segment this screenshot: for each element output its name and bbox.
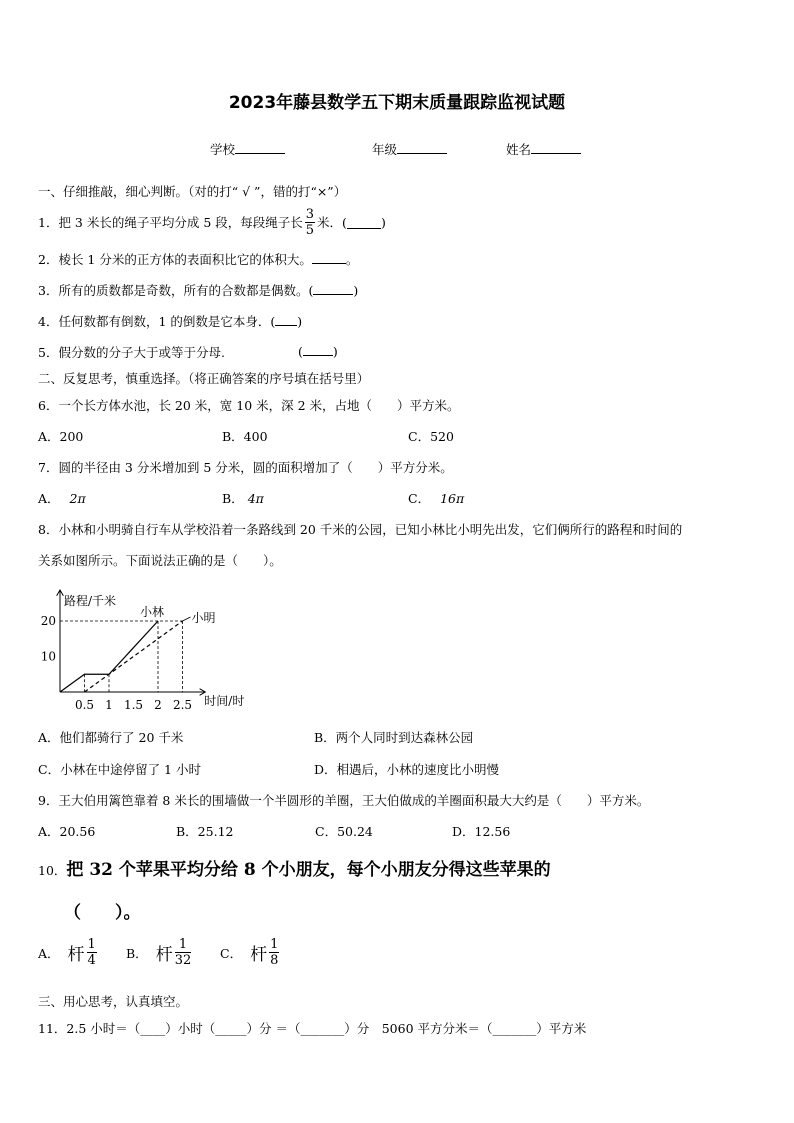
q7-a-label: A． <box>38 491 60 506</box>
question-8-line-2: 关系如图所示。下面说法正确的是（ ）。 <box>38 553 282 568</box>
school-blank[interactable] <box>235 141 285 154</box>
question-5 <box>38 343 225 361</box>
q8-option-a[interactable]: A．他们都骑行了 20 千米 <box>38 730 184 745</box>
series-label-leader-2 <box>183 617 191 621</box>
x-tick-label: 1.5 <box>123 698 144 712</box>
q9-option-a[interactable]: A．20.56 <box>38 824 96 839</box>
q10-option-a[interactable] <box>38 938 99 967</box>
question-7: 7．圆的半径由 3 分米增加到 5 分米，圆的面积增加了（ ）平方分米。 <box>38 460 453 475</box>
series-line-2 <box>85 621 183 692</box>
q1-post: 米．( <box>317 215 347 230</box>
name-blank[interactable] <box>531 141 581 154</box>
x-tick-label: 2 <box>154 698 162 712</box>
q10-b-prefix: 杆 <box>155 945 173 965</box>
q3-text: 3．所有的质数都是奇数，所有的合数都是偶数。( <box>38 283 314 298</box>
q6-option-b[interactable]: B．400 <box>222 429 268 444</box>
q8-option-d[interactable]: D．相遇后，小林的速度比小明慢 <box>314 762 500 777</box>
section-1-heading: 一、仔细推敲，细心判断。（对的打“ √ ”，错的打“×”） <box>38 184 347 199</box>
name-label: 姓名 <box>506 142 532 157</box>
x-axis-label: 时间/时 <box>204 694 245 708</box>
q4-text: 4．任何数都有倒数，1 的倒数是它本身．( <box>38 314 276 329</box>
q5-answer-blank[interactable] <box>303 343 333 356</box>
question-2 <box>38 250 358 268</box>
question-1 <box>38 203 386 241</box>
q10-line-2: （ ）。 <box>64 903 141 923</box>
q10-c-label: C． <box>220 945 243 961</box>
x-tick-label: 1 <box>105 698 113 712</box>
q5-text: 5．假分数的分子大于或等于分母. <box>38 345 225 360</box>
q10-a-numerator: 1 <box>87 937 96 952</box>
q1-answer-blank[interactable] <box>347 216 381 229</box>
q1-fraction <box>305 208 315 237</box>
q5-answer <box>298 343 338 359</box>
q2-text: 2．棱长 1 分米的正方体的表面积比它的体积大。 <box>38 252 312 267</box>
q10-c-numerator: 1 <box>270 937 279 952</box>
grade-label: 年级 <box>372 142 398 157</box>
q10-c-prefix: 杆 <box>250 945 268 965</box>
q10-number: 10． <box>38 863 67 878</box>
q9-option-b[interactable]: B．25.12 <box>176 824 234 839</box>
q1-text: 1．把 3 米长的绳子平均分成 5 段，每段绳子长 <box>38 215 303 230</box>
question-11: 11．2.5 小时＝（____）小时（_____）分 ＝（_______）分 5060 平方分米＝（_______）平方米 <box>38 1021 587 1036</box>
q3-answer-blank[interactable] <box>313 282 353 295</box>
q5-open: ( <box>298 344 303 359</box>
q10-b-denominator: 32 <box>174 953 192 968</box>
page-title: 2023年藤县数学五下期末质量跟踪监视试题 <box>228 93 566 113</box>
section-3-heading: 三、用心思考，认真填空。 <box>38 994 189 1009</box>
q7-option-b[interactable] <box>222 489 264 507</box>
q6-option-a[interactable]: A．200 <box>38 429 84 444</box>
section-2-heading: 二、反复思考，慎重选择。（将正确答案的序号填在括号里） <box>38 371 370 386</box>
q9-option-d[interactable]: D．12.56 <box>452 824 511 839</box>
distance-time-chart <box>36 585 276 715</box>
q10-a-label: A． <box>38 945 60 961</box>
name-field[interactable] <box>506 140 581 158</box>
q10-option-b[interactable] <box>126 938 193 967</box>
question-9: 9．王大伯用篱笆靠着 8 米长的围墙做一个半圆形的羊圈，王大伯做成的羊圈面积最大大约是（ ）平方米。 <box>38 793 650 808</box>
q10-a-denominator: 4 <box>87 953 96 968</box>
q7-a-value: 2π <box>69 491 86 506</box>
q10-b-fraction <box>175 938 192 967</box>
q10-b-label: B． <box>126 945 148 961</box>
q8-option-c[interactable]: C．小林在中途停留了 1 小时 <box>38 762 201 777</box>
series-label-2: 小明 <box>191 611 216 625</box>
grade-blank[interactable] <box>397 141 447 154</box>
question-6: 6．一个长方体水池，长 20 米，宽 10 米，深 2 米，占地（ ）平方米。 <box>38 398 460 413</box>
q8-option-b[interactable]: B．两个人同时到达森林公园 <box>314 730 474 745</box>
q5-close: ) <box>332 344 338 359</box>
q2-answer-blank[interactable] <box>312 251 346 264</box>
y-tick-label: 20 <box>40 614 56 628</box>
q3-close: ) <box>353 283 359 298</box>
q10-option-c[interactable] <box>220 938 281 967</box>
question-3 <box>38 281 358 299</box>
q7-b-value: 4π <box>247 491 264 506</box>
q6-option-c[interactable]: C．520 <box>408 429 454 444</box>
q10-a-fraction <box>87 938 97 967</box>
q1-denominator: 5 <box>305 222 315 238</box>
y-tick-label: 10 <box>40 649 56 664</box>
q2-end: 。 <box>345 252 359 267</box>
school-label: 学校 <box>210 142 236 157</box>
q1-close: ) <box>380 214 386 230</box>
q10-c-fraction <box>269 938 279 967</box>
q4-close: ) <box>297 314 303 329</box>
x-tick-label: 2.5 <box>172 698 193 712</box>
series-label-1: 小林 <box>140 605 165 619</box>
y-axis-label: 路程/千米 <box>64 594 117 608</box>
q1-numerator: 3 <box>305 206 315 222</box>
q7-c-value: 16π <box>440 491 465 506</box>
q10-text: 把 32 个苹果平均分给 8 个小朋友，每个小朋友分得这些苹果的 <box>66 860 551 880</box>
x-tick-label: 0.5 <box>74 698 95 712</box>
q7-c-label: C． <box>408 491 431 506</box>
q10-b-numerator: 1 <box>175 938 192 953</box>
question-10 <box>38 855 551 880</box>
q7-b-label: B． <box>222 491 244 506</box>
q7-option-a[interactable] <box>38 489 86 507</box>
q4-answer-blank[interactable] <box>275 313 297 326</box>
q10-c-denominator: 8 <box>270 953 279 968</box>
q9-option-c[interactable]: C．50.24 <box>315 824 373 839</box>
question-8-line-1: 8．小林和小明骑自行车从学校沿着一条路线到 20 千米的公园，已知小林比小明先出发，它们俩所行的路程和时间的 <box>38 522 683 537</box>
q7-option-c[interactable] <box>408 489 464 507</box>
q10-a-prefix: 杆 <box>67 945 85 965</box>
question-4 <box>38 312 302 330</box>
grade-field[interactable] <box>372 140 447 158</box>
school-field[interactable] <box>210 140 285 158</box>
